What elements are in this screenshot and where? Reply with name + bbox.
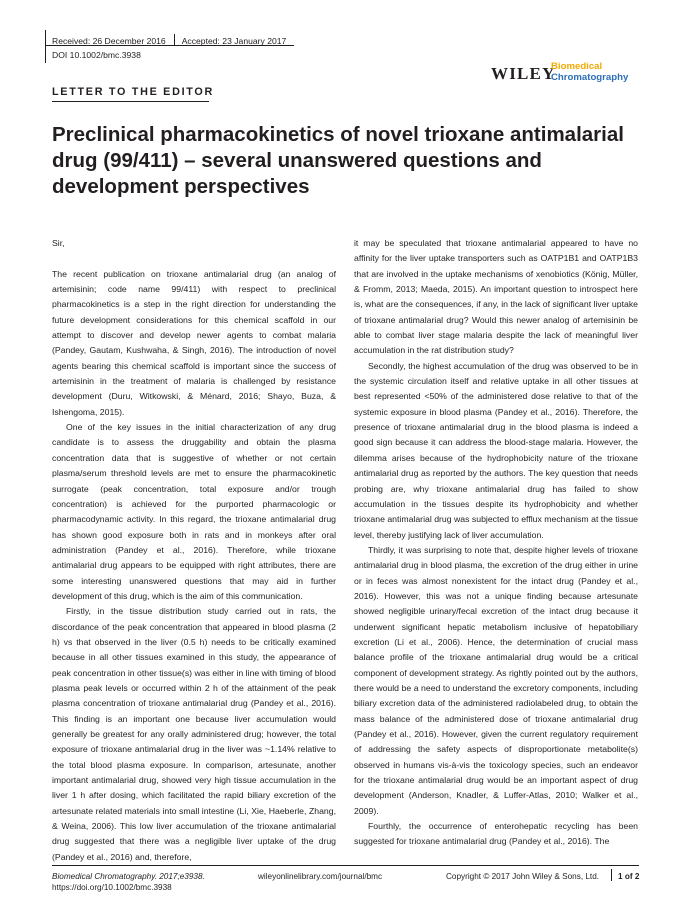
- accepted-date: Accepted: 23 January 2017: [181, 36, 287, 46]
- dates-separator: [174, 34, 175, 46]
- footer-citation-block: [52, 871, 205, 893]
- footer-page-separator: [611, 869, 612, 881]
- paragraph: Firstly, in the tissue distribution study carried out in rats, the discordance of the peak concentration that appeared in blood plasma (2 h) vs that observed in the liver (0.5 h) needs to be critically examined because in all other tissues examined in this study, the appearance of peak concentration in other tissue(s) was either in line with timing of blood plasma peak levels or occurred within 2 h of the attainment of the peak plasma concentration of trioxane antimalarial drug (Pandey et al., 2016). This finding is an important one because liver accumulation would generally be greatest for any orally administered drug; however, the total exposure of trioxane antimalarial drug in the liver was ~1.14% relative to the total blood plasma exposure. In comparison, artesunate, another important antimalarial drug, showed very high tissue accumulation in the liver 1 h after dosing, which facilitated the rapid biliary excretion of the artesunate related materials into small intestine (Li, Xie, Haeberle, Zhang, & Weina, 2006). This low liver accumulation of the trioxane antimalarial drug suggested that there was a negligible liver uptake of the drug (Pandey et al., 2016) and, therefore,: [52, 606, 336, 862]
- left-column: [52, 236, 336, 865]
- footer-doi-link[interactable]: https://doi.org/10.1002/bmc.3938: [52, 883, 172, 892]
- dates-line: [52, 34, 286, 46]
- received-date: Received: 26 December 2016: [52, 36, 166, 46]
- doi[interactable]: DOI 10.1002/bmc.3938: [52, 50, 141, 60]
- article-title: Preclinical pharmacokinetics of novel trioxane antimalarial drug (99/411) – several unanswered questions and development perspectives: [52, 123, 624, 198]
- paragraph: The recent publication on trioxane antimalarial drug (an analog of artemisinin; code name 99/411) with respect to preclinical pharmacokinetics is a step in the right direction for understanding the future development considerations for this chemical scaffold in our attempt to discover and develop newer agents to combat malaria (Pandey, Gautam, Kushwaha, & Singh, 2016). The introduction of novel agents bearing this chemical scaffold is important since the success of artemisinin in the treatment of malaria is challenged by resistance development (Duru, Witkowski, & Ménard, 2016; Shayo, Buza, & Ishengoma, 2015).: [52, 268, 336, 417]
- header-left-rule: [45, 30, 46, 63]
- footer-copyright: Copyright © 2017 John Wiley & Sons, Ltd.: [446, 872, 600, 881]
- paragraph: One of the key issues in the initial characterization of any drug candidate is to assess the druggability and obtain the plasma concentration data that is suggestive of whether or not certain plasma/serum threshold levels are met to ensure the pharmacokinetic surrogate (peak concentration, total exposure and/or trough concentration) is achieved for the purported pharmacologic or pharmacodynamic activity. In this regard, the trioxane antimalarial drug has shown good exposure both in rats and in monkeys after oral administration (Pandey et al., 2016). Therefore, while trioxane antimalarial drug appears to be equipped with right attributes, there are some interesting unanswered questions that may aid in further development of this drug, which is the aim of this communication.: [52, 422, 336, 601]
- page-number: 1 of 2: [618, 872, 640, 881]
- section-label: LETTER TO THE EDITOR: [52, 86, 214, 98]
- footer-rule: [52, 865, 639, 866]
- section-label-underline: [52, 101, 209, 102]
- salutation: Sir,: [52, 238, 65, 248]
- right-column: [354, 236, 638, 850]
- journal-logo-line2: Chromatography: [551, 72, 629, 83]
- paragraph: Thirdly, it was surprising to note that, despite higher levels of trioxane antimalarial drug in blood plasma, the excretion of the drug either in urine or in feces was almost nonexistent for the intact drug (Pandey et al., 2016). However, this was not a unique finding because artesunate showed negligible urinary/fecal excretion of the intact drug because it underwent significant hepatic metabolism inclusive of hepatobiliary excretion (Li et al., 2006). Hence, the determination of crucial mass balance profile of the trioxane antimalarial drug would be a critical component of development strategy. As rightly pointed out by the authors, there would be a need to understand the excretory components, including biliary excretion data of the administered radiolabeled drug, to obtain the mass balance of the administered dose of trioxane antimalarial drug (Pandey et al., 2016). However, given the current regulatory requirement of addressing the safety aspects of disproportionate metabolite(s) observed in humans vis-à-vis the toxicology species, such an endeavor for the trioxane antimalarial drug would be an important aspect of drug development (Anderson, Knadler, & Luffer-Atlas, 2010; Walker et al., 2009).: [354, 544, 638, 816]
- paragraph: Fourthly, the occurrence of enterohepatic recycling has been suggested for trioxane antimalarial drug (Pandey et al., 2016). The: [354, 821, 638, 847]
- paragraph: Secondly, the highest accumulation of the drug was observed to be in the systemic circulation itself and relative uptake in all other tissues at best represented <50% of the administered dose relative to that of the systemic exposure in blood plasma (Pandey et al., 2016). Therefore, the presence of trioxane antimalarial drug in the blood plasma is indeed a good sign because it can address the blood-stage malaria. However, the dilemma arises because of the hydrophobicity nature of the trioxane antimalarial drug as reported by the authors. The key question that needs probing are, why trioxane antimalarial drug has failed to show accumulation in the tissues despite its hydrophobicity and whether trioxane antimalarial drug was subjected to efflux mechanism at the tissue level, thereby justifying lack of liver accumulation.: [354, 360, 638, 540]
- blank-line: [52, 251, 336, 266]
- footer-website[interactable]: wileyonlinelibrary.com/journal/bmc: [258, 872, 383, 881]
- journal-logo-line1: Biomedical: [551, 61, 603, 72]
- footer-citation: Biomedical Chromatography. 2017;e3938.: [52, 872, 205, 881]
- journal-logo: [551, 61, 628, 83]
- paragraph: it may be speculated that trioxane antimalarial appeared to have no affinity for the liver uptake transporters such as OATP1B1 and OATP1B3 that are involved in the uptake mechanisms of xenobiotics (König, Müller, & Fromm, 2013; Maeda, 2015). An important question to introspect here is, what are the consequences, if any, in the lack of significant liver uptake of trioxane antimalarial drug? Would this newer analog of artemisinin be able to combat liver stage malaria despite the lack of meaningful liver accumulation in the rat distribution study?: [354, 238, 638, 356]
- publisher-logo: WILEY: [491, 64, 556, 83]
